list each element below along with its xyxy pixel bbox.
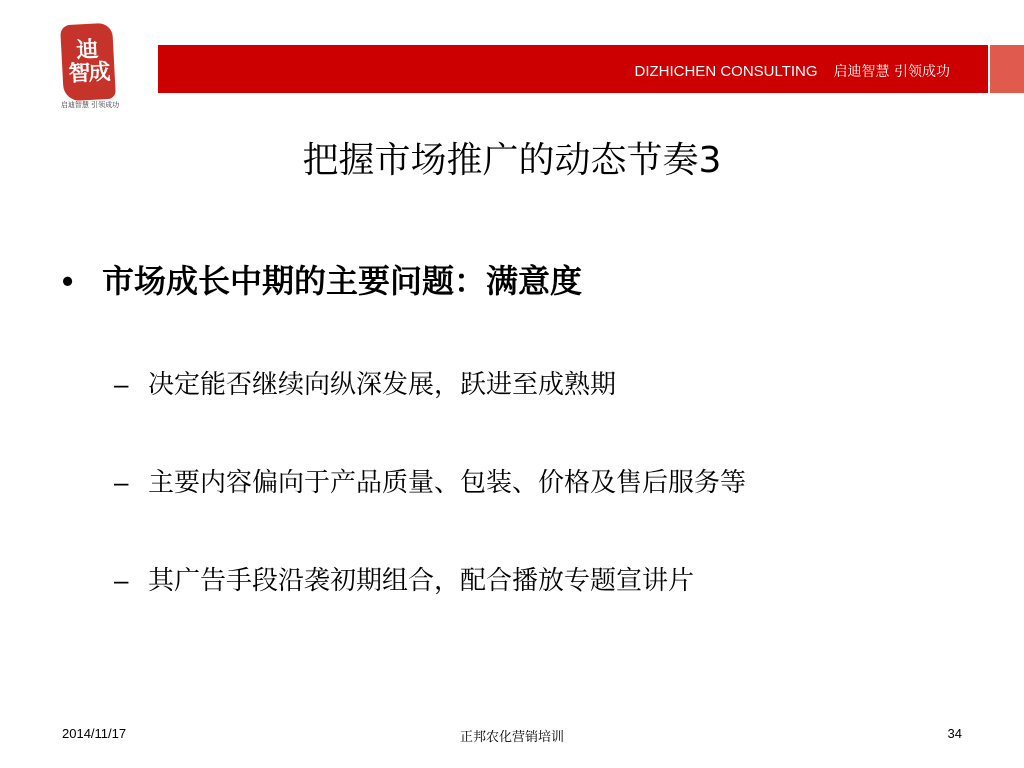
logo-seal — [60, 23, 116, 102]
sub-item-text: 主要内容偏向于产品质量、包装、价格及售后服务等 — [148, 468, 747, 498]
main-bullet — [62, 256, 582, 302]
dash-marker: – — [114, 467, 129, 497]
dash-marker: – — [114, 565, 129, 595]
footer-center-text: 正邦农化营销培训 — [459, 730, 564, 745]
header-text — [634, 61, 988, 93]
dash-marker: – — [114, 369, 129, 399]
header-company: DIZHICHEN CONSULTING — [634, 63, 818, 80]
slide-title: 把握市场推广的动态节奏3 — [302, 140, 722, 181]
footer-date: 2014/11/17 — [62, 726, 127, 741]
sub-item-3 — [114, 560, 694, 597]
header-end-block — [990, 45, 1024, 93]
main-bullet-text: 市场成长中期的主要问题：满意度 — [102, 262, 583, 300]
logo-tagline: 启迪智慧 引领成功 — [60, 101, 120, 109]
sub-item-2 — [114, 462, 746, 499]
sub-item-text: 决定能否继续向纵深发展，跃进至成熟期 — [148, 370, 617, 400]
sub-item-text: 其广告手段沿袭初期组合，配合播放专题宣讲片 — [148, 566, 695, 596]
bullet-dot: • — [62, 263, 74, 299]
sub-item-1 — [114, 364, 616, 401]
logo-char-bottom: 智成 — [67, 58, 110, 88]
logo-char-top: 迪 — [75, 36, 100, 64]
page-number: 34 — [947, 726, 962, 741]
header-slogan: 启迪智慧 引领成功 — [833, 64, 950, 80]
company-logo — [40, 18, 140, 116]
header-bar — [158, 45, 988, 93]
